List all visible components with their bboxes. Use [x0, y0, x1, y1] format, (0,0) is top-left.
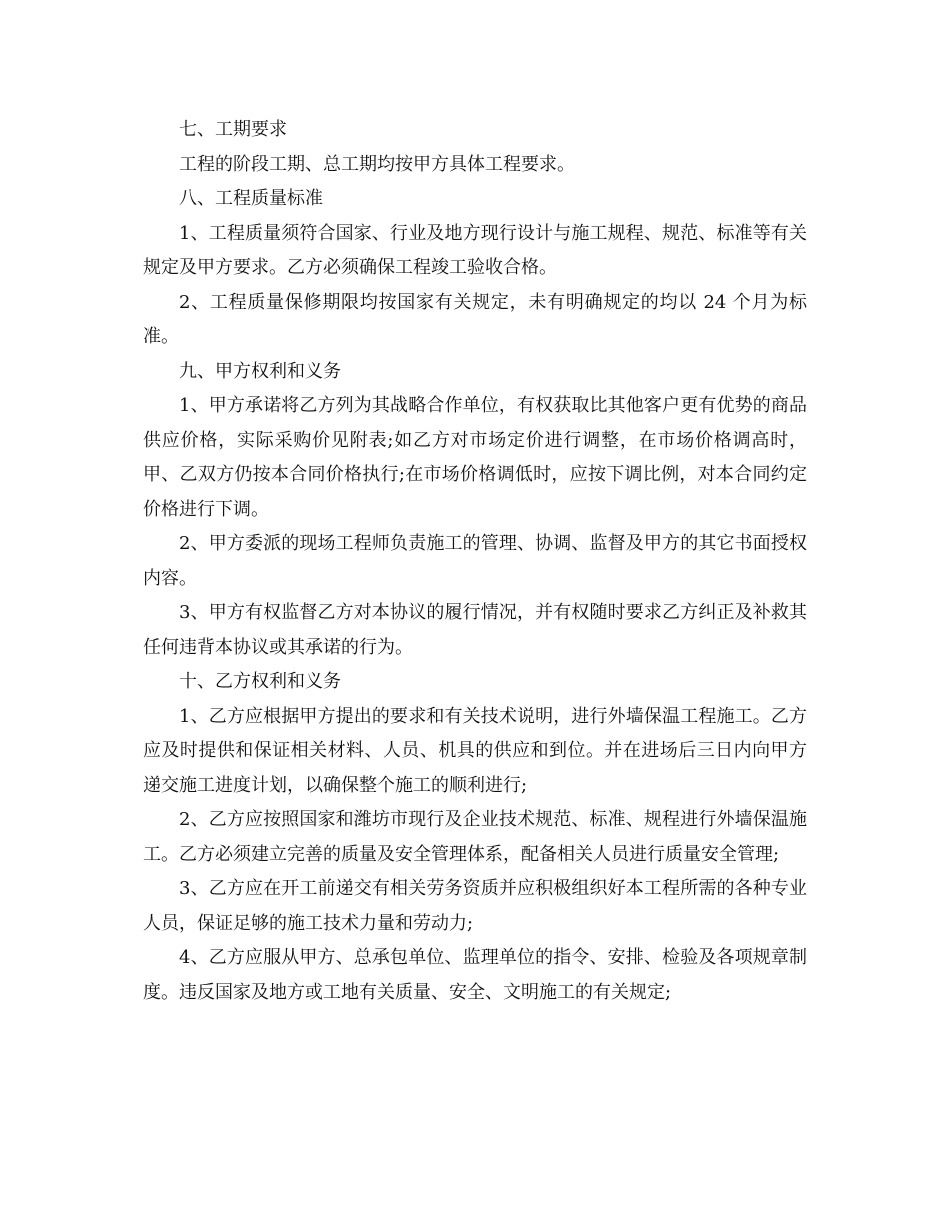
- paragraph-party-a-2: 2、甲方委派的现场工程师负责施工的管理、协调、监督及甲方的其它书面授权内容。: [143, 533, 807, 589]
- section-heading-quality-standard: 八、工程质量标准: [179, 188, 323, 209]
- paragraph-party-b-3: 3、乙方应在开工前递交有相关劳务资质并应积极组织好本工程所需的各种专业人员，保证足够的施工技术力量和劳动力;: [143, 878, 807, 934]
- section-heading-construction-period: 七、工期要求: [179, 119, 287, 140]
- paragraph-party-a-1: 1、甲方承诺将乙方列为其战略合作单位，有权获取比其他客户更有优势的商品供应价格，实际采购价见附表;如乙方对市场定价进行调整，在市场价格调高时，甲、乙双方仍按本合同价格执行;在市场价格调低时，应按下调比例，对本合同约定价格进行下调。: [143, 395, 807, 520]
- paragraph-construction-period: 工程的阶段工期、总工期均按甲方具体工程要求。: [179, 153, 575, 175]
- paragraph-party-a-3: 3、甲方有权监督乙方对本协议的履行情况，并有权随时要求乙方纠正及补救其任何违背本协议或其承诺的行为。: [143, 602, 807, 658]
- section-heading-party-a-rights: 九、甲方权利和义务: [179, 360, 341, 382]
- paragraph-quality-1: 1、工程质量须符合国家、行业及地方现行设计与施工规程、规范、标准等有关规定及甲方要求。乙方必须确保工程竣工验收合格。: [143, 222, 807, 278]
- paragraph-party-b-4: 4、乙方应服从甲方、总承包单位、监理单位的指令、安排、检验及各项规章制度。违反国家及地方或工地有关质量、安全、文明施工的有关规定;: [143, 947, 807, 1003]
- paragraph-party-b-2: 2、乙方应按照国家和潍坊市现行及企业技术规范、标准、规程进行外墙保温施工。乙方必须建立完善的质量及安全管理体系，配备相关人员进行质量安全管理;: [143, 809, 807, 865]
- section-heading-party-b-rights: 十、乙方权利和义务: [179, 671, 341, 692]
- paragraph-party-b-1: 1、乙方应根据甲方提出的要求和有关技术说明，进行外墙保温工程施工。乙方应及时提供和保证相关材料、人员、机具的供应和到位。并在进场后三日内向甲方递交施工进度计划，以确保整个施工的顺利进行;: [143, 705, 807, 796]
- paragraph-quality-2: 2、工程质量保修期限均按国家有关规定，未有明确规定的均以 24 个月为标准。: [143, 291, 807, 347]
